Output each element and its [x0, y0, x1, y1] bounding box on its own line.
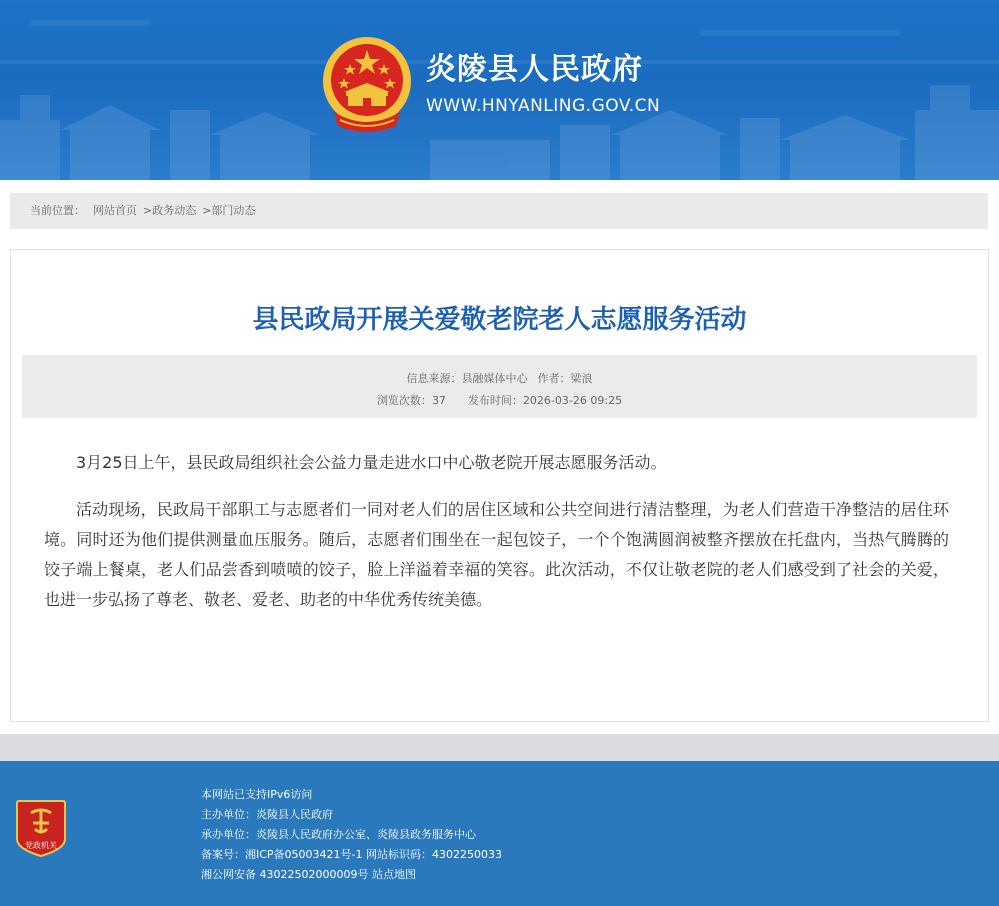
meta-row-source: [22, 370, 977, 386]
site-header: [0, 0, 999, 180]
source-label: 信息来源：: [406, 372, 462, 385]
footer-info: [201, 785, 502, 885]
party-government-badge-icon[interactable]: [15, 799, 67, 857]
article-title: 县民政局开展关爱敬老院老人志愿服务活动: [252, 305, 747, 335]
article-body: [44, 448, 949, 632]
site-name[interactable]: 炎陵县人民政府: [426, 52, 643, 87]
views-label: 浏览次数：: [376, 394, 432, 407]
meta-row-stats: [22, 392, 977, 408]
breadcrumb-label: 当前位置：: [30, 204, 85, 217]
article-meta: [22, 355, 977, 418]
author-label: 作者：: [537, 372, 571, 385]
breadcrumb: [10, 193, 988, 229]
breadcrumb-news-link[interactable]: >政务动态: [143, 204, 197, 217]
site-url[interactable]: WWW.HNYANLING.GOV.CN: [426, 96, 661, 116]
footer-security-line[interactable]: 湘公网安备 43022502000009号 站点地图: [201, 868, 416, 881]
article-paragraph: 3月25日上午，县民政局组织社会公益力量走进水口中心敬老院开展志愿服务活动。: [76, 453, 667, 472]
site-footer: [0, 761, 999, 906]
published-value: 2026-03-26 09:25: [522, 394, 623, 407]
footer-ipv6-line: 本网站已支持IPv6访问: [201, 788, 313, 801]
badge-text: 党政机关: [25, 841, 57, 850]
footer-divider-band: [0, 734, 999, 761]
breadcrumb-department-link[interactable]: >部门动态: [202, 204, 256, 217]
source-value: 县融媒体中心: [461, 372, 528, 385]
national-emblem-icon: [320, 36, 414, 134]
footer-sponsor-line: 主办单位：炎陵县人民政府: [201, 808, 333, 821]
footer-organizer-line: 承办单位：炎陵县人民政府办公室、炎陵县政务服务中心: [201, 828, 476, 841]
footer-icp-line[interactable]: 备案号：湘ICP备05003421号-1 网站标识码：4302250033: [201, 848, 502, 861]
article-panel: [10, 249, 989, 722]
breadcrumb-home-link[interactable]: 网站首页: [93, 204, 137, 217]
skyline-background: [0, 0, 999, 180]
published-label: 发布时间：: [467, 394, 523, 407]
article-paragraph: 活动现场，民政局干部职工与志愿者们一同对老人们的居住区域和公共空间进行清洁整理，为老人们营造干净整洁的居住环境。同时还为他们提供测量血压服务。随后，志愿者们围坐在一起包饺子，一个个饱满圆润被整齐摆放在托盘内，当热气腾腾的饺子端上餐桌，老人们品尝香到喷喷的饺子，脸上洋溢着幸福的笑容。此次活动，不仅让敬老院的老人们感受到了社会的关爱，也进一步弘扬了尊老、敬老、爱老、助老的中华优秀传统美德。: [44, 500, 949, 609]
views-value: 37: [431, 394, 446, 407]
author-value: 梁浪: [570, 372, 593, 385]
